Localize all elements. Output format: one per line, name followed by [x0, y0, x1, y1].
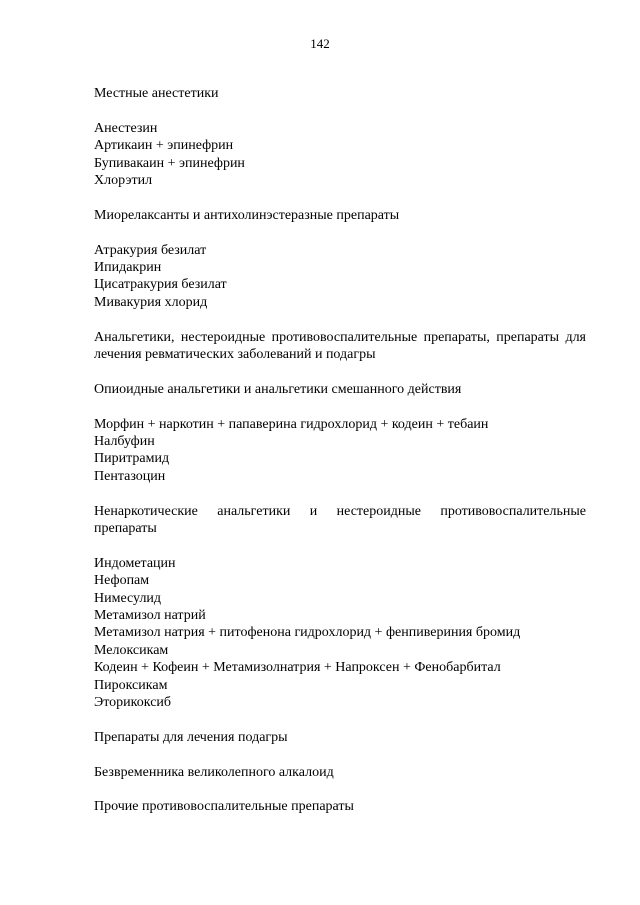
drug-item: Метамизол натрий: [94, 608, 206, 624]
drug-list-gout: [94, 764, 586, 781]
drug-item: Хлорэтил: [94, 173, 153, 189]
section-heading-gout: [94, 729, 586, 746]
drug-list-opioid-analgesics: [94, 416, 586, 486]
drug-item: Пиритрамид: [94, 451, 170, 467]
drug-item: Нимесулид: [94, 590, 162, 606]
section-heading: Прочие противовоспалительные препараты: [94, 799, 354, 815]
drug-item: Пироксикам: [94, 677, 168, 693]
drug-item: Налбуфин: [94, 434, 155, 450]
section-heading: Ненаркотические анальгетики и нестероидные противовоспалительные препараты: [94, 503, 586, 537]
section-heading: Миорелаксанты и антихолинэстеразные препараты: [94, 207, 400, 223]
drug-item: Пентазоцин: [94, 468, 166, 484]
page-number: 142: [310, 36, 330, 51]
section-heading: Препараты для лечения подагры: [94, 729, 288, 745]
drug-item: Нефопам: [94, 573, 150, 589]
drug-item: Мелоксикам: [94, 642, 169, 658]
drug-item: Ипидакрин: [94, 260, 162, 276]
section-heading: Опиоидные анальгетики и анальгетики смешанного действия: [94, 381, 462, 397]
section-heading: Анальгетики, нестероидные противовоспалительные препараты, препараты для лечения ревматических заболеваний и подагры: [94, 329, 586, 363]
drug-item: Артикаин + эпинефрин: [94, 138, 234, 154]
drug-item: Безвременника великолепного алкалоид: [94, 764, 334, 780]
drug-list-muscle-relaxants: [94, 242, 586, 312]
drug-item: Индометацин: [94, 555, 176, 571]
drug-item: Мивакурия хлорид: [94, 294, 208, 310]
drug-list-local-anesthetics: [94, 120, 586, 190]
section-heading-local-anesthetics: [94, 85, 586, 102]
drug-item: Цисатракурия безилат: [94, 277, 227, 293]
section-heading-other-anti-inflammatory: [94, 798, 586, 815]
drug-item: Анестезин: [94, 120, 158, 136]
section-heading-analgesics-nsaids: [94, 329, 586, 364]
drug-item: Морфин + наркотин + папаверина гидрохлорид + кодеин + тебаин: [94, 416, 489, 432]
section-heading-non-narcotic-analgesics: [94, 503, 586, 538]
drug-item: Эторикоксиб: [94, 695, 172, 711]
document-body: [94, 85, 586, 816]
drug-item: Кодеин + Кофеин + Метамизолнатрия + Напроксен + Фенобарбитал: [94, 660, 501, 676]
drug-list-non-narcotic-analgesics: [94, 555, 586, 712]
drug-item: Бупивакаин + эпинефрин: [94, 155, 245, 171]
section-heading: Местные анестетики: [94, 86, 219, 101]
section-heading-opioid-analgesics: [94, 381, 586, 398]
drug-item: Атракурия безилат: [94, 242, 207, 258]
drug-item: Метамизол натрия + питофенона гидрохлорид + фенпивериния бромид: [94, 625, 521, 641]
section-heading-muscle-relaxants: [94, 207, 586, 224]
